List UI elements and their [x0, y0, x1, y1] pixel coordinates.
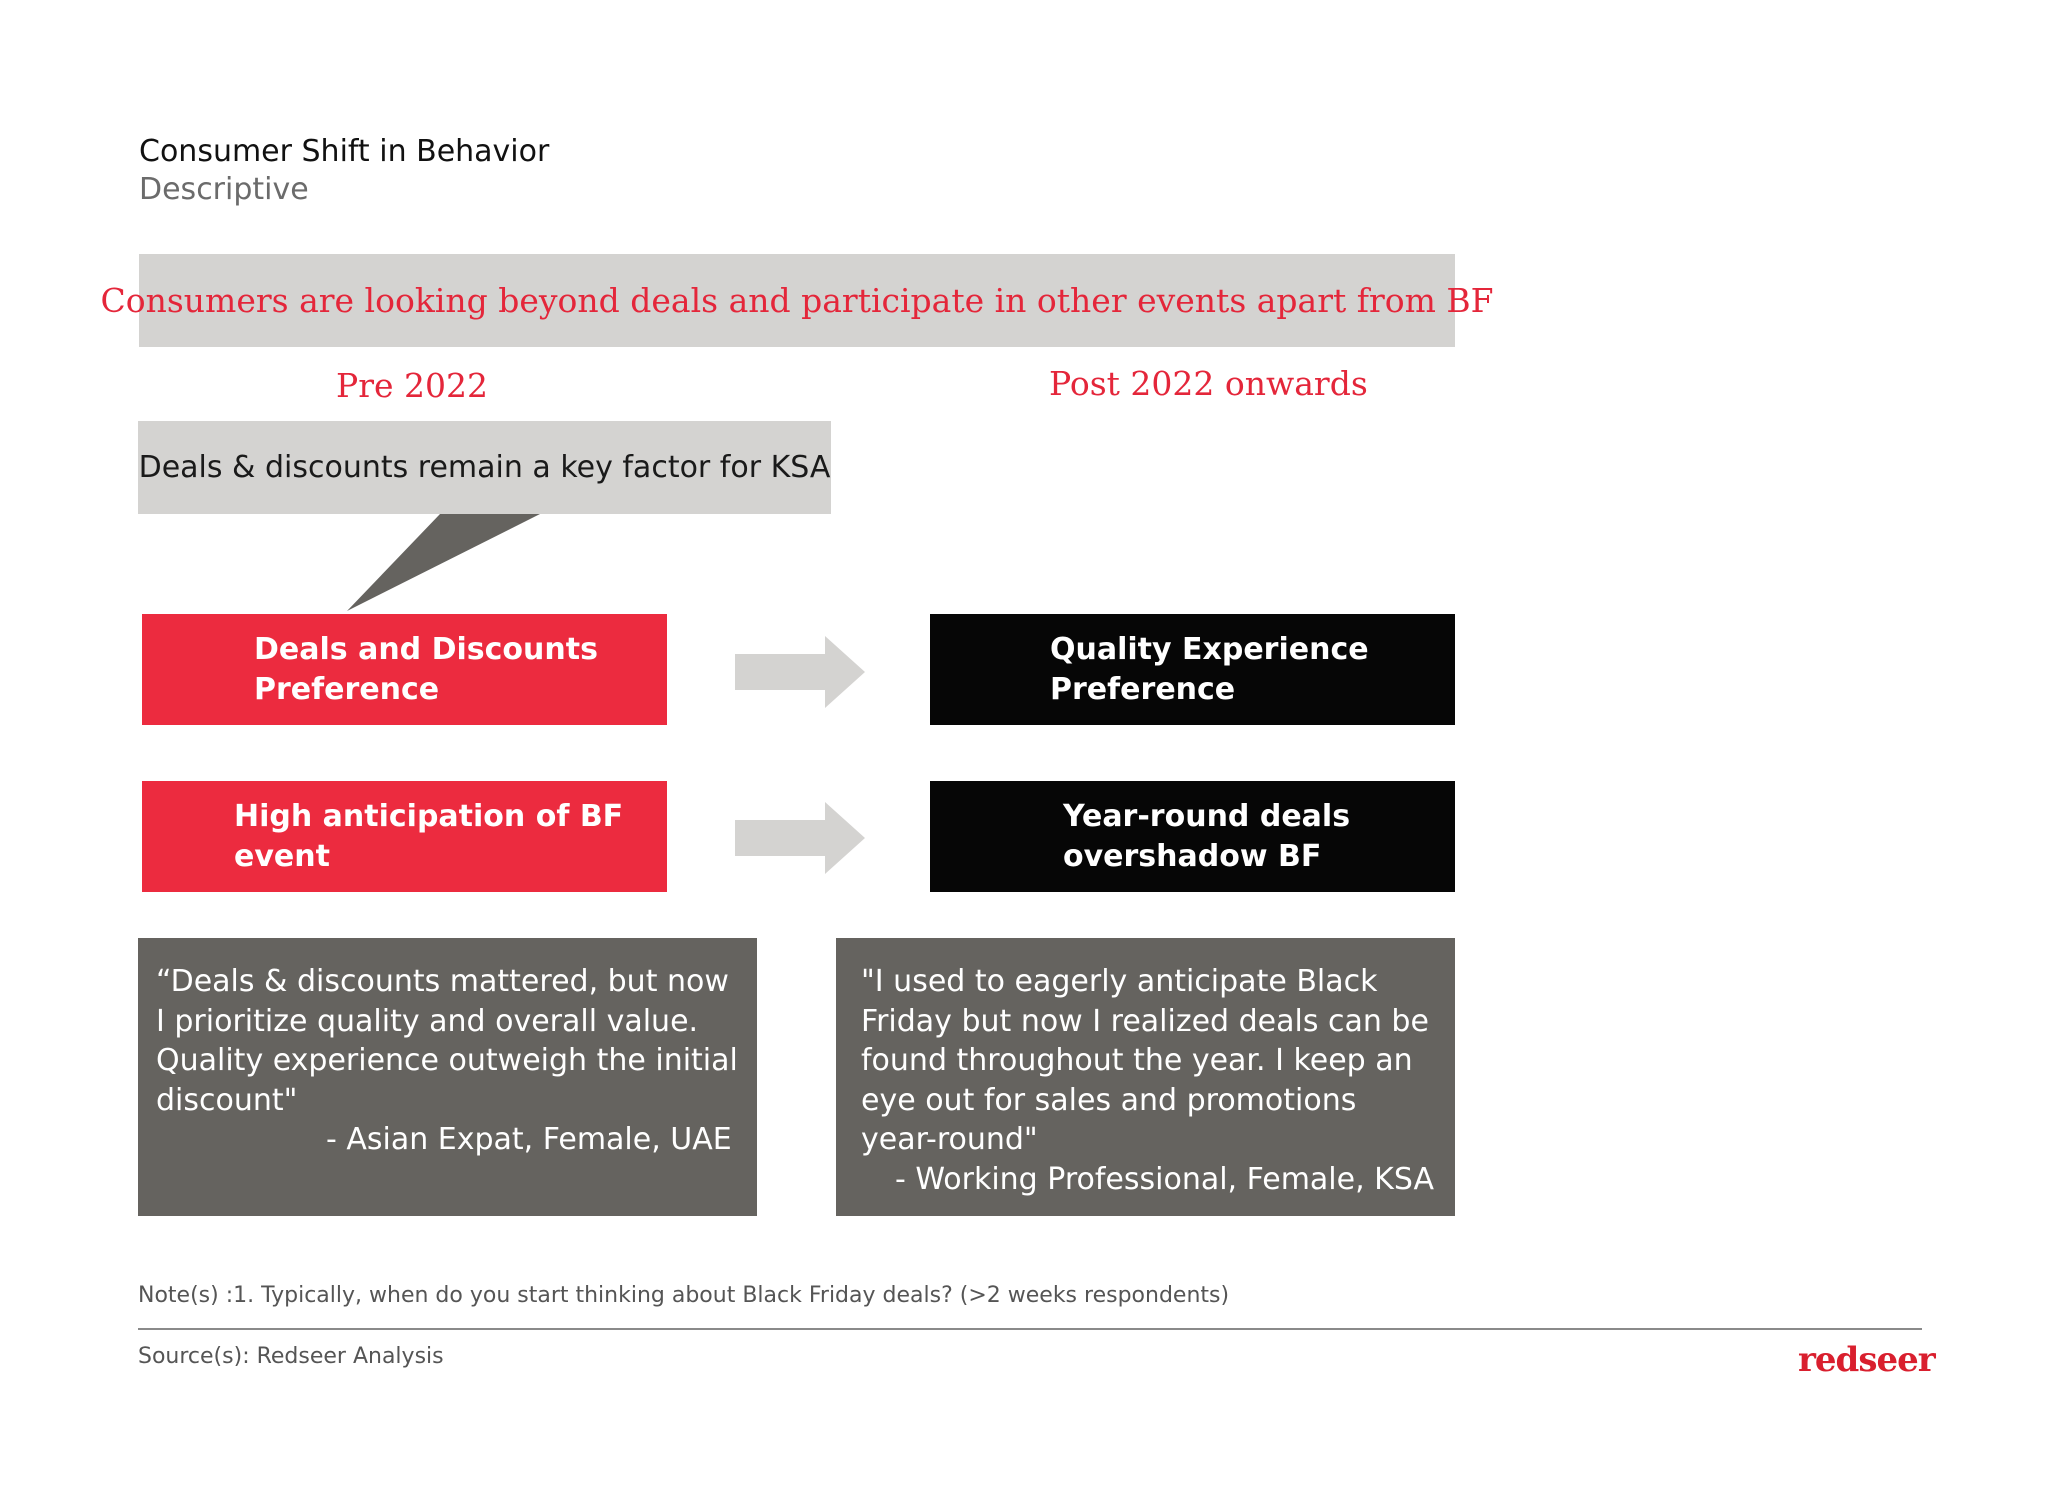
quote-line: I prioritize quality and overall value. — [156, 1003, 699, 1039]
source-note: Source(s): Redseer Analysis — [138, 1344, 444, 1369]
headline-banner — [100, 254, 1494, 347]
quote-line: "I used to eagerly anticipate Black — [861, 964, 1378, 999]
redseer-logo: redseer — [1798, 1340, 1935, 1380]
quote-line: year-round" — [861, 1122, 1038, 1157]
quote-line: Friday but now I realized deals can be — [861, 1003, 1429, 1039]
arrow-right-icon — [735, 636, 865, 708]
post-shift-label-1: Quality Experience Preference — [1050, 631, 1369, 707]
quote-box-2 — [836, 938, 1455, 1216]
arrow-right-icon — [735, 802, 865, 874]
page-title: Consumer Shift in Behavior — [139, 134, 550, 169]
footnote: Note(s) :1. Typically, when do you start thinking about Black Friday deals? (>2 weeks respondents) — [138, 1283, 1230, 1308]
callout-text: Deals & discounts remain a key factor for KSA — [138, 450, 831, 485]
pre-shift-box-2 — [142, 781, 667, 892]
headline-text: Consumers are looking beyond deals and participate in other events apart from BF — [100, 281, 1494, 320]
post-shift-box-1 — [930, 614, 1455, 725]
divider — [138, 1328, 1922, 1330]
post-shift-box-2 — [930, 781, 1455, 892]
pre-shift-box-1 — [142, 614, 667, 725]
quote-attribution: - Working Professional, Female, KSA — [895, 1161, 1434, 1197]
quote-line: eye out for sales and promotions — [861, 1082, 1357, 1118]
quote-line: “Deals & discounts mattered, but now — [156, 964, 729, 999]
pre-shift-label-1: Deals and Discounts Preference — [254, 631, 598, 707]
callout-box — [138, 421, 831, 514]
column-heading-pre: Pre 2022 — [336, 366, 488, 405]
quote-line: Quality experience outweigh the initial — [156, 1043, 738, 1078]
pre-shift-label-2: High anticipation of BF event — [234, 798, 624, 874]
quote-line: discount" — [156, 1082, 298, 1118]
page-subtitle: Descriptive — [139, 172, 309, 207]
post-shift-label-2: Year-round deals overshadow BF — [1063, 798, 1351, 874]
quote-box-1 — [138, 938, 757, 1216]
callout-pointer-icon — [330, 512, 550, 612]
quote-attribution: - Asian Expat, Female, UAE — [326, 1122, 732, 1157]
quote-line: found throughout the year. I keep an — [861, 1043, 1413, 1078]
column-heading-post: Post 2022 onwards — [1049, 364, 1368, 403]
